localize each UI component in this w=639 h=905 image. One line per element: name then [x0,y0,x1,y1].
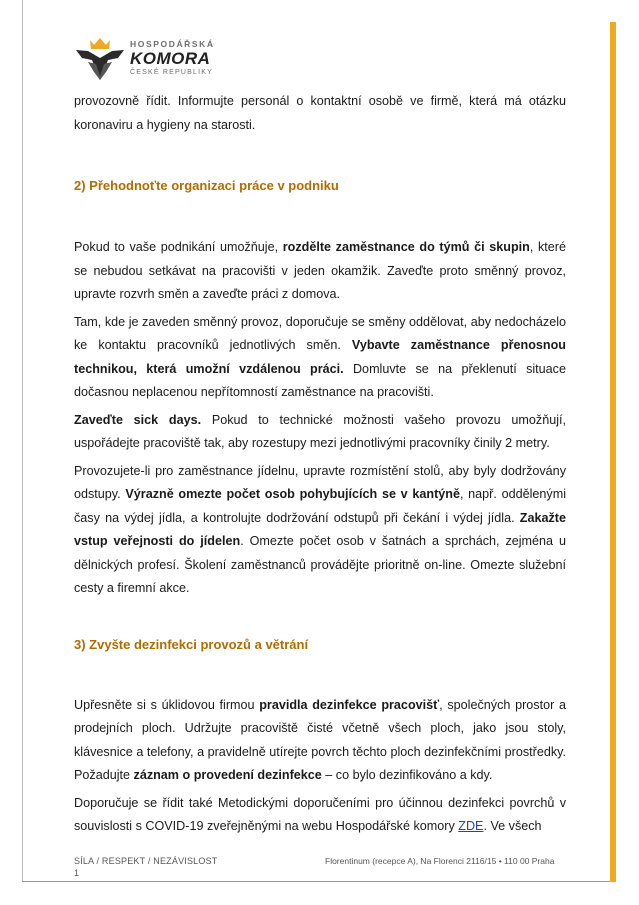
section-2-paragraph-2: Tam, kde je zaveden směnný provoz, doporučuje se směny oddělovat, aby nedocházelo ke kontaktu pracovníků jednotlivých směn. Vybavte zaměstnance přenosnou technikou, která umožní vzdálenou práci. Domluvte se na překlenutí situace dočasnou neplacenou nepřítomností zaměstnance na pracovišti. [74,314,566,399]
logo-line-2: KOMORA [130,48,211,68]
section-2-heading: 2) Přehodnoťte organizaci práce v podniku [74,178,339,193]
footer-address: Florentinum (recepce A), Na Florenci 2116/15 • 110 00 Praha [325,856,555,866]
lion-crown-icon [74,36,126,82]
page-border-bottom [22,881,615,882]
intro-paragraph: provozovně řídit. Informujte personál o kontaktní osobě ve firmě, která má otázku koronaviru a hygieny na starosti. [74,94,566,132]
logo-line-3: ČESKÉ REPUBLIKY [130,68,213,76]
section-2-paragraph-4: Provozujete-li pro zaměstnance jídelnu, upravte rozmístění stolů, aby byly dodržovány odstupy. Výrazně omezte počet osob pohybujících se v kantýně, např. oddělenými časy na výdej jídla, a kontrolujte dodržování odstupů při čekání i výdej jídla. Zakažte vstup veřejnosti do jídelen. Omezte počet osob v šatnách a sprchách, zejména u dělnických profesí. Školení zaměstnanců provádějte prioritně on-line. Omezte služební cesty a firemní akce. [74,463,566,595]
document-body [74,90,566,839]
page-number: 1 [74,868,80,878]
section-3-paragraph-2: Doporučuje se řídit také Metodickými doporučeními pro účinnou dezinfekci povrchů v souvislosti s COVID-19 zveřejněnými na webu Hospodářské komory ZDE. Ve všech [74,795,566,833]
zde-link[interactable]: ZDE [458,819,484,833]
section-2-paragraph-1: Pokud to vaše podnikání umožňuje, rozdělte zaměstnance do týmů či skupin, které se nebudou setkávat na pracovišti v jeden okamžik. Zaveďte proto směnný provoz, upravte rozvrh směn a zaveďte práci z domova. [74,240,567,301]
section-3-heading: 3) Zvyšte dezinfekci provozů a větrání [74,636,309,652]
section-2-paragraph-3: Zaveďte sick days. Pokud to technické možnosti vašeho provozu umožňují, uspořádejte pracoviště tak, aby rozestupy mezi jednotlivými pracovníky činily 2 metry. [74,412,566,450]
section-3-paragraph-1: Upřesněte si s úklidovou firmou pravidla dezinfekce pracovišť, společných prostor a prodejních ploch. Udržujte pracoviště čisté včetně všech ploch, jako jsou stoly, klávesnice a telefony, a pravidelně utírejte povrch těchto ploch dezinfekčními prostředky. Požadujte záznam o provedení dezinfekce – co bylo dezinfikováno a kdy. [74,697,566,782]
accent-bar [610,22,616,882]
logo-line-1: HOSPODÁŘSKÁ [130,39,215,49]
page-border-left [22,0,23,882]
chamber-logo [74,36,234,88]
footer-motto: SÍLA / RESPEKT / NEZÁVISLOST [74,856,218,866]
